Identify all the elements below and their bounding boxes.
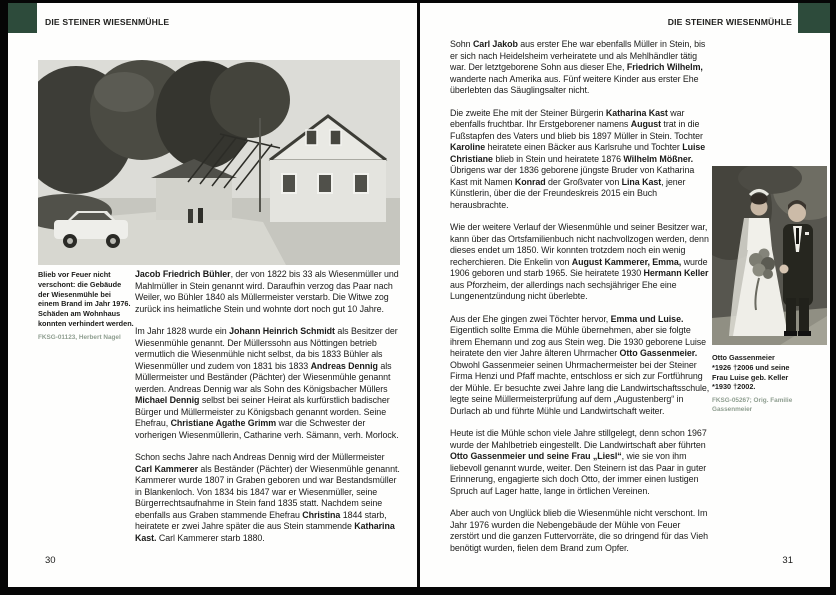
- wedding-photo: [712, 166, 827, 345]
- body-paragraph: Wie der weitere Verlauf der Wiesenmühle und seiner Besitzer war, kann über das Ortsfamilienbuch nicht nachvollzogen werden, denn dieses endet um 1850. Wir konnten trotzdem noch ein wenig recherchieren. Die Enkelin von August Kammerer, Emma, wurde 1906 geboren und starb 1965. Sie heiratete 1930 Hermann Keller aus Pforzheim, der allerdings nach sechsjähriger Ehe eine Lungenentzündung nicht überlebte.: [450, 222, 709, 301]
- wedding-photo-art: [712, 166, 827, 345]
- accent-block-left: [8, 3, 37, 33]
- body-text-left: [135, 269, 403, 555]
- page-number-right: 31: [782, 555, 793, 566]
- body-text-right: [450, 39, 710, 565]
- mill-fire-photo-art: [38, 60, 400, 265]
- body-paragraph: Sohn Carl Jakob aus erster Ehe war ebenfalls Müller in Stein, bis er sich nach Heidelsheim verheiratete und als Mehlhändler tätig war. Der letztgeborene Sohn aus dieser Ehe, Friedrich Wilhelm, wanderte nach Amerika aus. Fünf weitere Kinder aus erster Ehe überlebten das Säuglingsalter nicht.: [450, 39, 706, 95]
- running-header-right: DIE STEINER WIESENMÜHLE: [667, 17, 792, 27]
- body-paragraph: Heute ist die Mühle schon viele Jahre stillgelegt, denn schon 1967 wurde der Mahlbetrieb eingestellt. Die Landwirtschaft aber führten Otto Gassenmeier und seine Frau „Liesl“, wie sie von ihm liebevoll genannt wurde, weiter. Den Steinern ist das Paar in guter Erinnerung, engagierte sich doch Otto, der immer einen lustigen Spruch auf Lager hatte, lange in örtlichen Vereinen.: [450, 428, 707, 496]
- body-paragraph: Aber auch von Unglück blieb die Wiesenmühle nicht verschont. Im Jahr 1976 wurden die Nebengebäude der Mühle von Feuer zerstört und die ganzen Futtervorräte, die so dringend für das Vieh benötigt wurden, fielen dem Brand zum Opfer.: [450, 508, 708, 553]
- body-paragraph: Aus der Ehe gingen zwei Töchter hervor, Emma und Luise. Eigentlich sollte Emma die Mühle übernehmen, aber sie folgte ihrem Ehemann und zog aus Stein weg. Die 1930 geborene Luise heiratete den vier Jahre älteren Uhrmacher Otto Gassenmeier. Obwohl Gassenmeier seinen Uhrmachermeister bei der Steiner Firma Henzi und Pfaff machte, entschloss er sich zur Fortführung der Mühle. Er besuchte zwei Jahre lang die Landwirtschaftsschule, legte seine Müllermeisterprüfung auf dem „Augustenberg“ in Durlach ab und führte Mühle und Landwirtschaft weiter.: [450, 313, 710, 416]
- body-paragraph: Jacob Friedrich Bühler, der von 1822 bis 33 als Wiesenmüller und Mahlmüller in Stein genannt wird. Daraufhin verzog das Paar nach Weiler, wo Bühler 1840 als Müllermeister verstarb. Die Witwe zog zurück ins heimatliche Stein und wohnte dort noch gut 10 Jahre.: [135, 269, 399, 314]
- page-number-left: 30: [45, 555, 56, 566]
- mill-fire-photo: [38, 60, 400, 265]
- running-header-left: DIE STEINER WIESENMÜHLE: [45, 17, 170, 27]
- page-left: [8, 3, 417, 587]
- caption-credit-right: FKSG-05267; Orig. Familie Gassenmeier: [712, 397, 793, 413]
- page-right: [420, 3, 830, 587]
- photo-caption-left: [38, 270, 134, 342]
- caption-credit-left: FKSG-01123, Herbert Nagel: [38, 333, 121, 341]
- photo-caption-right: [712, 353, 824, 414]
- caption-text-left: Blieb vor Feuer nicht verschont: die Gebäude der Wiesenmühle bei einem Brand im Jahr 1976. Schäden am Wohnhaus konnten verhindert werden.: [38, 270, 134, 328]
- accent-block-right: [798, 3, 830, 33]
- body-paragraph: Im Jahr 1828 wurde ein Johann Heinrich Schmidt als Besitzer der Wiesenmühle genannt. Der Müllerssohn aus Nöttingen betrieb vermutlich die Wiesenmühle nicht selbst, da bis 1833 Bühler als Wiesenmüller und zudem von 1831 bis 1833 Andreas Dennig als Müllermeister und Beständer (Pächter) der Wiesenmühle genannt werden. Andreas Dennig war als Sohn des Königsbacher Müllers Michael Dennig selbst bei seiner Heirat als kurfürstlich badischer Bürger und Müllermeister zu Königsbach genannt worden. Seine Ehefrau, Christiane Agathe Grimm war die Schwester der vorherigen Wiesenmüllerin, Catharine verh. Sämann, verh. Morlock.: [135, 326, 399, 440]
- body-paragraph: Schon sechs Jahre nach Andreas Dennig wird der Müllermeister Carl Kammerer als Beständer (Pächter) der Wiesenmühle genannt. Kammerer wurde 1807 in Graben geboren und war Bestandsmüller in Blankenloch. Von 1834 bis 1847 war er Wiesenmüller, seine Bürgerrechtsaufnahme in Stein fand 1835 statt. Nachdem seine ebenfalls aus Graben stammende Ehefrau Christina 1844 starb, heiratete er zwei Jahre später die aus Stein stammende Katharina Kast. Carl Kammerer starb 1880.: [135, 452, 400, 543]
- body-paragraph: Die zweite Ehe mit der Steiner Bürgerin Katharina Kast war ebenfalls fruchtbar. Ihr Erstgeborener namens August trat in die Fußstapfen des Vaters und blieb bis 1897 Müller in Stein. Tochter Karoline heiratete einen Bäcker aus Karlsruhe und Tochter Luise Christiane blieb in Stein und heiratete 1876 Wilhelm Mößner. Übrigens war der 1836 geborene jüngste Bruder von Katharina Kast mit Namen Konrad der Großvater von Lina Kast, jener Künstlerin, über die der Freundeskreis 2015 ein Buch herausbrachte.: [450, 107, 706, 210]
- caption-text-right: Otto Gassenmeier *1926 †2006 und seine Frau Luise geb. Keller *1930 †2002.: [712, 353, 790, 392]
